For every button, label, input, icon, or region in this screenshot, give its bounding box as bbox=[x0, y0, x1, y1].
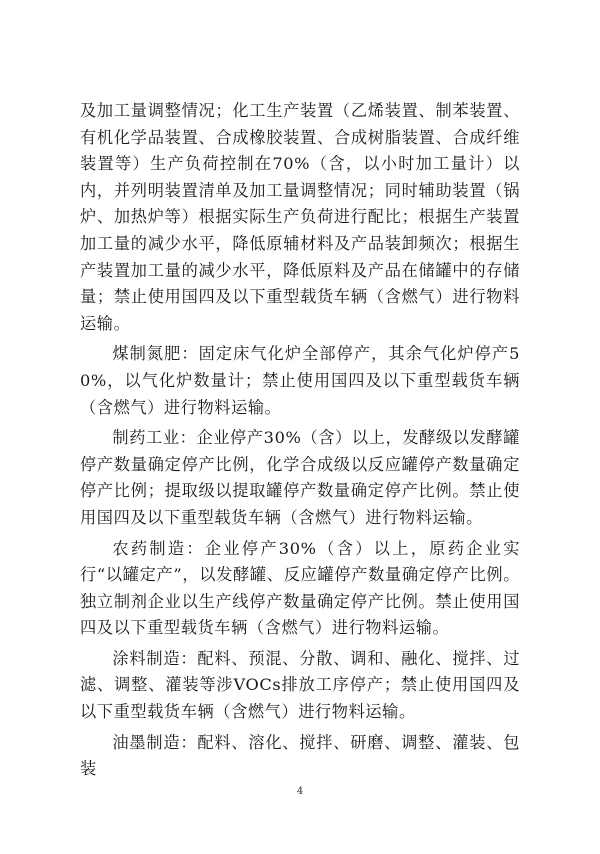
paragraph-pesticide-manufacturing: 农药制造：企业停产30%（含）以上，原药企业实行“以罐定产”，以发酵罐、反应罐停产数量确定停产比例。独立制剂企业以生产线停产数量确定停产比例。禁止使用国四及以下重型载货车辆（含燃气）进行物料运输。 bbox=[80, 538, 520, 638]
paragraph-continuation: 及加工量调整情况；化工生产装置（乙烯装置、制苯装置、有机化学品装置、合成橡胶装置、合成树脂装置、合成纤维装置等）生产负荷控制在70%（含，以小时加工量计）以内，并列明装置清单及加工量调整情况；同时辅助装置（锅炉、加热炉等）根据实际生产负荷进行配比；根据生产装置加工量的减少水平，降低原辅材料及产品装卸频次；根据生产装置加工量的减少水平，降低原料及产品在储罐中的存储量；禁止使用国四及以下重型载货车辆（含燃气）进行物料运输。 bbox=[80, 101, 520, 333]
paragraph-ink-manufacturing: 油墨制造：配料、溶化、搅拌、研磨、调整、灌装、包装 bbox=[80, 732, 520, 779]
paragraph-coal-nitrogen-fertilizer: 煤制氮肥：固定床气化炉全部停产，其余气化炉停产50%，以气化炉数量计；禁止使用国四及以下重型载货车辆（含燃气）进行物料运输。 bbox=[80, 344, 520, 417]
paragraph-pharmaceutical-industry: 制药工业：企业停产30%（含）以上，发酵级以发酵罐停产数量确定停产比例，化学合成级以反应罐停产数量确定停产比例；提取级以提取罐停产数量确定停产比例。禁止使用国四及以下重型载货车辆（含燃气）进行物料运输。 bbox=[80, 428, 520, 527]
paragraph-coating-manufacturing: 涂料制造：配料、预混、分散、调和、融化、搅拌、过滤、调整、灌装等涉VOCs排放工序停产；禁止使用国四及以下重型载货车辆（含燃气）进行物料运输。 bbox=[80, 648, 520, 722]
body-text bbox=[80, 98, 520, 783]
page-number: 4 bbox=[296, 786, 304, 797]
